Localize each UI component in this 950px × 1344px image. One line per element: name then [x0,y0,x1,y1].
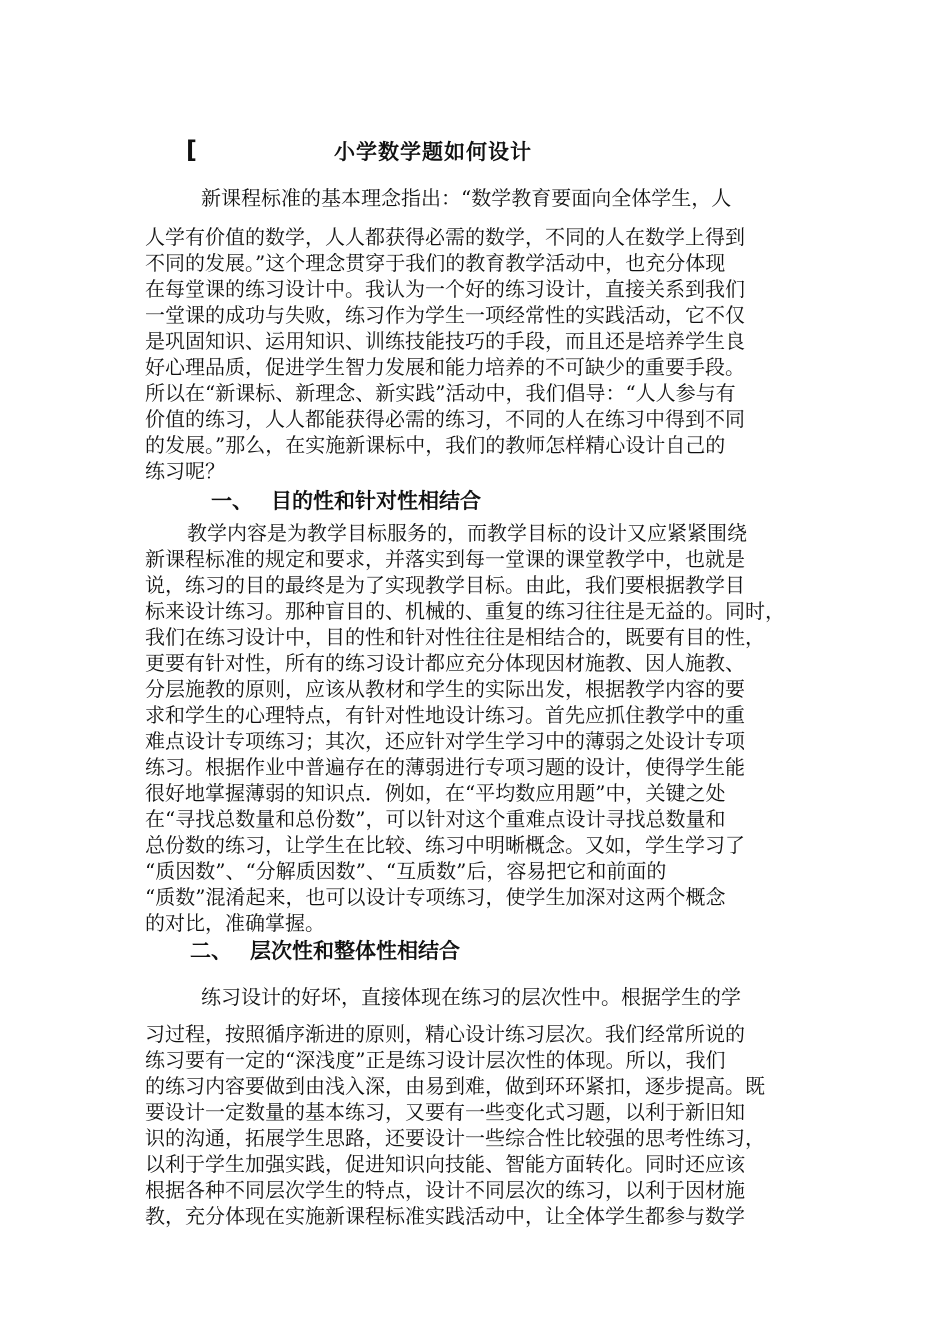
paragraph-line: 说，练习的目的最终是为了实现教学目标。由此，我们要根据教学目 [145,573,745,597]
paragraph-line: 新课程标准的规定和要求，并落实到每一堂课的课堂教学中，也就是 [145,547,745,571]
paragraph-line: 教学内容是为教学目标服务的，而教学目标的设计又应紧紧围绕 [187,521,747,545]
paragraph-line: 价值的练习，人人都能获得必需的练习，不同的人在练习中得到不同 [145,407,745,431]
paragraph-line: 练习。根据作业中普遍存在的薄弱进行专项习题的设计，使得学生能 [145,755,745,779]
section-1-heading [211,485,481,515]
paragraph-line: 是巩固知识、运用知识、训练技能技巧的手段，而且还是培养学生良 [145,329,745,353]
paragraph-line: 练习要有一定的“深浅度”正是练习设计层次性的体现。所以，我们 [145,1048,726,1072]
paragraph-line: 的对比，准确掌握。 [145,911,325,935]
document-title: 小学数学题如何设计 [334,140,532,164]
paragraph-line: 的练习内容要做到由浅入深，由易到难，做到环环紧扣，逐步提高。既 [145,1074,765,1098]
paragraph-line: 分层施教的原则，应该从教材和学生的实际出发，根据教学内容的要 [145,677,745,701]
paragraph-line: 练习呢？ [145,459,225,483]
bracket-mark: [ [186,136,197,164]
paragraph-line: 新课程标准的基本理念指出：“数学教育要面向全体学生，人 [201,186,732,210]
paragraph-line: 要设计一定数量的基本练习，又要有一些变化式习题，以利于新旧知 [145,1100,745,1124]
paragraph-line: 所以在“新课标、新理念、新实践”活动中，我们倡导：“人人参与有 [145,381,736,405]
paragraph-line: 不同的发展。”这个理念贯穿于我们的教育教学活动中，也充分体现 [145,251,726,275]
paragraph-line: 在“寻找总数量和总份数”，可以针对这个重难点设计寻找总数量和 [145,807,726,831]
paragraph-line: 教，充分体现在实施新课程标准实践活动中，让全体学生都参与数学 [145,1204,745,1228]
paragraph-line: 求和学生的心理特点，有针对性地设计练习。首先应抓住教学中的重 [145,703,745,727]
paragraph-line: 在每堂课的练习设计中。我认为一个好的练习设计，直接关系到我们 [145,277,745,301]
intro-first-line [145,185,825,211]
paragraph-line: 好心理品质，促进学生智力发展和能力培养的不可缺少的重要手段。 [145,355,745,379]
section-1-number: 一、 [211,489,253,513]
intro-paragraph [145,224,825,484]
section-1-paragraph [145,520,825,936]
paragraph-line: 以利于学生加强实践，促进知识向技能、智能方面转化。同时还应该 [145,1152,745,1176]
paragraph-line: 习过程，按照循序渐进的原则，精心设计练习层次。我们经常所说的 [145,1022,745,1046]
section-2-first-line [145,984,825,1010]
paragraph-line: 我们在练习设计中，目的性和针对性往往是相结合的，既要有目的性， [145,625,765,649]
paragraph-line: 标来设计练习。那种盲目的、机械的、重复的练习往往是无益的。同时， [145,599,785,623]
section-2-heading [190,935,460,965]
paragraph-line: 练习设计的好坏，直接体现在练习的层次性中。根据学生的学 [201,985,741,1009]
section-2-title: 层次性和整体性相结合 [250,939,460,963]
paragraph-line: 人学有价值的数学，人人都获得必需的数学，不同的人在数学上得到 [145,225,745,249]
paragraph-line: 很好地掌握薄弱的知识点．例如，在“平均数应用题”中，关键之处 [145,781,726,805]
paragraph-line: 的发展。”那么，在实施新课标中，我们的教师怎样精心设计自己的 [145,433,726,457]
section-2-paragraph [145,1021,825,1229]
paragraph-line: 一堂课的成功与失败，练习作为学生一项经常性的实践活动，它不仅 [145,303,745,327]
section-1-title: 目的性和针对性相结合 [271,489,481,513]
paragraph-line: 难点设计专项练习；其次，还应针对学生学习中的薄弱之处设计专项 [145,729,745,753]
paragraph-line: 更要有针对性，所有的练习设计都应充分体现因材施教、因人施教、 [145,651,745,675]
paragraph-line: “质数”混淆起来，也可以设计专项练习，使学生加深对这两个概念 [145,885,726,909]
paragraph-line: “质因数”、“分解质因数”、“互质数”后，容易把它和前面的 [145,859,667,883]
paragraph-line: 根据各种不同层次学生的特点，设计不同层次的练习，以利于因材施 [145,1178,745,1202]
paragraph-line: 总份数的练习，让学生在比较、练习中明晰概念。又如，学生学习了 [145,833,745,857]
paragraph-line: 识的沟通，拓展学生思路，还要设计一些综合性比较强的思考性练习， [145,1126,765,1150]
section-2-number: 二、 [190,939,232,963]
